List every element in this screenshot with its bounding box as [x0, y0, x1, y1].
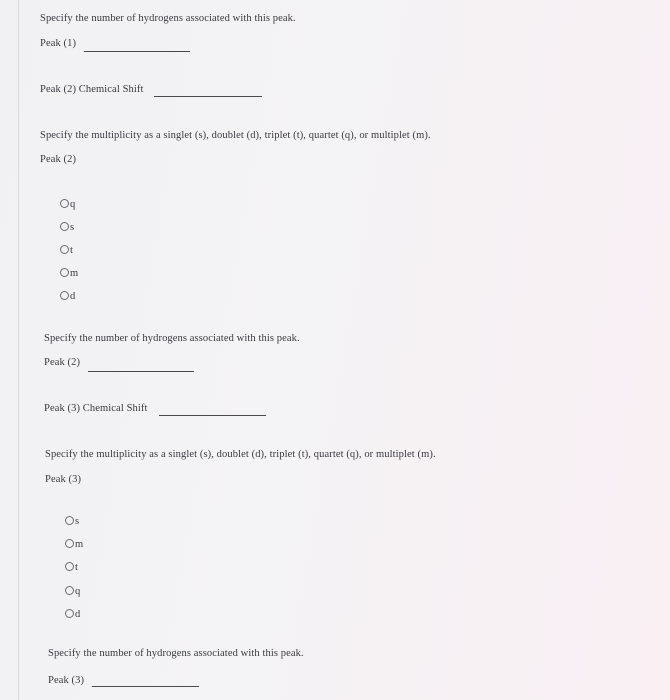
- hydrogen-prompt-peak-2: Specify the number of hydrogens associated with this peak.: [44, 333, 300, 344]
- hydrogen-prompt-peak-3: Specify the number of hydrogens associated with this peak.: [48, 648, 304, 659]
- radio-option-peak-3-d[interactable]: [65, 606, 80, 620]
- radio-option-peak-3-q[interactable]: [65, 583, 80, 597]
- radio-option-peak-2-t[interactable]: [60, 242, 73, 256]
- radio-button[interactable]: [60, 222, 69, 231]
- radio-label: t: [70, 244, 73, 256]
- radio-label: m: [75, 538, 84, 550]
- multiplicity-prompt-peak-3: Specify the multiplicity as a singlet (s), doublet (d), triplet (t), quartet (q), or multiplet (m).: [45, 449, 436, 460]
- radio-button[interactable]: [60, 199, 69, 208]
- chemical-shift-label-peak-3: Peak (3) Chemical Shift: [44, 403, 148, 414]
- chemical-shift-input-peak-3[interactable]: [159, 415, 266, 416]
- chemical-shift-label-peak-2: Peak (2) Chemical Shift: [40, 84, 144, 95]
- radio-option-peak-3-m[interactable]: [65, 536, 83, 550]
- radio-button[interactable]: [60, 245, 69, 254]
- multiplicity-prompt-peak-2: Specify the multiplicity as a singlet (s), doublet (d), triplet (t), quartet (q), or multiplet (m).: [40, 130, 431, 141]
- radio-button[interactable]: [65, 609, 74, 618]
- radio-label: t: [75, 561, 78, 573]
- hydrogen-prompt-peak-1: Specify the number of hydrogens associated with this peak.: [40, 13, 296, 24]
- hydrogen-input-peak-2[interactable]: [88, 371, 194, 372]
- question-sheet: [18, 0, 670, 700]
- radio-button[interactable]: [65, 562, 74, 571]
- radio-label: s: [70, 221, 75, 233]
- radio-label: q: [70, 198, 76, 210]
- radio-option-peak-2-s[interactable]: [60, 219, 74, 233]
- radio-button[interactable]: [65, 516, 74, 525]
- radio-button[interactable]: [60, 291, 69, 300]
- multiplicity-label-peak-2: Peak (2): [40, 154, 77, 165]
- radio-label: m: [70, 267, 79, 279]
- hydrogen-label-peak-1: Peak (1): [40, 38, 77, 49]
- radio-label: s: [75, 515, 80, 527]
- radio-option-peak-2-m[interactable]: [60, 265, 78, 279]
- multiplicity-label-peak-3: Peak (3): [45, 474, 82, 485]
- radio-button[interactable]: [65, 539, 74, 548]
- radio-button[interactable]: [60, 268, 69, 277]
- hydrogen-input-peak-3[interactable]: [92, 686, 199, 687]
- hydrogen-label-peak-2: Peak (2): [44, 357, 81, 368]
- radio-option-peak-2-q[interactable]: [60, 196, 75, 210]
- hydrogen-label-peak-3: Peak (3): [48, 675, 85, 686]
- hydrogen-input-peak-1[interactable]: [84, 51, 190, 52]
- radio-label: d: [70, 290, 76, 302]
- radio-option-peak-2-d[interactable]: [60, 288, 75, 302]
- radio-button[interactable]: [65, 586, 74, 595]
- radio-label: q: [75, 585, 81, 597]
- radio-option-peak-3-s[interactable]: [65, 513, 79, 527]
- chemical-shift-input-peak-2[interactable]: [154, 96, 262, 97]
- radio-label: d: [75, 608, 81, 620]
- radio-option-peak-3-t[interactable]: [65, 559, 78, 573]
